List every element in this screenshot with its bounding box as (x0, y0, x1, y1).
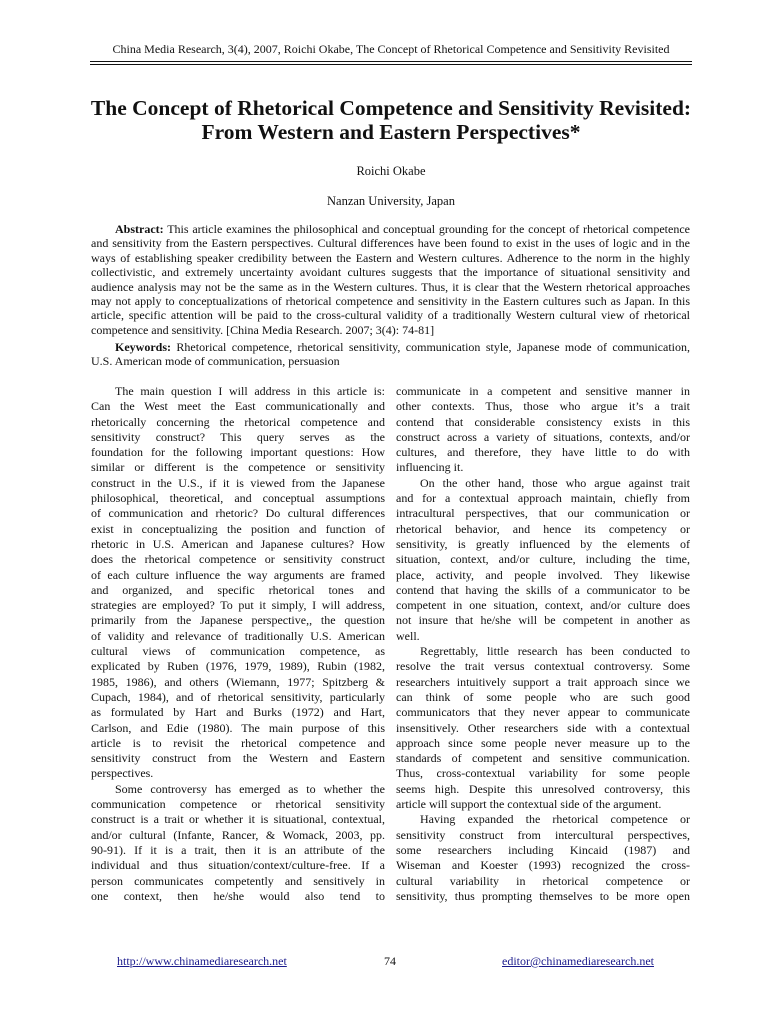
running-head: China Media Research, 3(4), 2007, Roichi Okabe, The Concept of Rhetorical Competence and Sensitivity Revisited (112, 42, 670, 56)
body-line: and for a contextual approach maintain, chiefly from (396, 491, 690, 506)
body-line: cultural views of communication competence, as (91, 644, 385, 659)
footer-website-link[interactable]: http://www.chinamediaresearch.net (117, 954, 287, 968)
body-line: well. (396, 628, 420, 643)
body-line: intracultural perspectives, that our communication or (396, 506, 690, 521)
body-line: communicate in a competent and sensitive manner in (396, 384, 690, 398)
body-line: Carlson, and Edie (1980). The main purpose of this (91, 720, 385, 735)
body-line: rhetorical behavior, and hence its competency or (396, 521, 690, 536)
body-line: exist in conceptualizing the position and function of (91, 521, 385, 536)
body-line: does the rhetorical competence or sensitivity construct (91, 552, 385, 567)
header-rule-bottom (90, 64, 692, 65)
abstract (91, 222, 690, 337)
body-column-right (396, 384, 690, 904)
body-line: foundation for the following important questions: How (91, 445, 385, 460)
abstract-label: Abstract: (115, 222, 164, 236)
body-line: similar or different is the competence or sensitivity (91, 460, 385, 475)
body-line: sensitivity construct from intercultural perspectives, (396, 827, 690, 842)
body-line: primarily from the Japanese perspective,, the question (91, 613, 385, 628)
author-name: Roichi Okabe (356, 164, 426, 178)
title-line-2: From Western and Eastern Perspectives* (201, 120, 581, 144)
body-line: Can the West meet the East communicationally and (91, 399, 385, 414)
body-line: situation, context, and/or culture, including the time, (396, 552, 690, 567)
body-line: not insure that he/she will be competent in another as (396, 613, 690, 628)
body-line: rhetoric in U.S. American and Japanese cultures? How (91, 536, 385, 551)
body-line: Cupach, 1984), and of rhetorical sensitivity, particularly (91, 689, 385, 704)
body-line: cultures, and therefore, they have little to do with (396, 445, 690, 460)
body-line: standards of competent and sensitive communication. (396, 751, 690, 766)
body-line: article will support the contextual side of the argument. (396, 797, 662, 812)
body-line: contend that considerable consistency exists in this (396, 414, 690, 429)
body-line: Some controversy has emerged as to whether the (115, 781, 385, 796)
body-line: Regrettably, little research has been conducted to (420, 644, 690, 659)
body-line: construct across a variety of situations, contexts, and/or (396, 429, 690, 444)
body-line: 1985, 1986), and others (Wiemann, 1977; Spitzberg & (91, 674, 385, 689)
keywords (91, 340, 690, 369)
body-line: as formulated by Hart and Burks (1972) and Hart, (91, 705, 385, 720)
keywords-text: Rhetorical competence, rhetorical sensitivity, communication style, Japanese mode of communication, U.S. American mode of communication, persuasion (91, 340, 691, 369)
body-line: construct is a trait or whether it is situational, contextual, (91, 812, 385, 827)
body-line: approach since some people never measure up to the (396, 735, 690, 750)
body-line: insensitively. Other researchers side with a contextual (396, 720, 690, 735)
body-line: of validity and relevance of traditionally U.S. American (91, 628, 385, 643)
body-line: person communicates competently and sensitively in (91, 873, 385, 888)
body-line: cultural variability in rhetorical competence or (396, 873, 690, 888)
body-line: and organized, and specific rhetorical tones and (91, 582, 385, 597)
body-line: 90-91). If it is a trait, then it is an attribute of the (91, 842, 385, 857)
body-line: explicated by Ruben (1976, 1979, 1989), Rubin (1982, (91, 659, 385, 674)
body-line: sensitivity, is greatly influenced by the elements of (396, 536, 690, 551)
body-line: influencing it. (396, 460, 464, 475)
keywords-label: Keywords: (115, 340, 171, 354)
body-line: place, activity, and people involved. They likewise (396, 567, 690, 582)
body-line: of communication and rhetoric? Do cultural differences (91, 506, 385, 521)
body-line: contend that having the skills of a communicator to be (396, 582, 690, 597)
body-line: strategies are employed? To put it simply, I will address, (91, 598, 385, 613)
body-line: Wiseman and Koester (1993) recognized the cross- (396, 858, 690, 873)
paper-title (60, 96, 722, 144)
body-line: individual and thus situation/context/culture-free. If a (91, 858, 385, 873)
body-line: one context, then he/she would also tend to (91, 888, 385, 903)
body-line: sensitivity, thus prompting themselves to be more open (396, 888, 690, 903)
body-line: communication competence or rhetorical sensitivity (91, 797, 385, 812)
body-line: resolve the trait versus contextual controversy. Some (396, 659, 690, 674)
body-line: researchers intuitively support a trait approach since we (396, 674, 690, 689)
body-line: philosophical, theoretical, and conceptual assumptions (91, 491, 385, 506)
body-line: Thus, cross-contextual variability for some people (396, 766, 690, 781)
abstract-text: This article examines the philosophical and conceptual grounding for the concept of rhetorical competence and sensitivity from the Eastern perspectives. Cultural differences have been found to exist in the uses of logic and in the ways of establishing speaker credibility between the Eastern and Western cultures. Adherence to the norm in the highly collectivistic, and extremely uncertainty avoidant cultures suggests that the importance of situational sensitivity and audience analysis may not be the same as in the Western cultures. Thus, it is clear that the Western rhetorical approaches may not apply to conceptualizations of rhetorical competence and sensitivity in the Eastern cultures such as Japan. In this article, specific attention will be paid to the cross-cultural validity of a traditionally Western cultural view of rhetorical competence and sensitivity. [China Media Research. 2007; 3(4): 74-81] (91, 222, 690, 337)
author-affiliation: Nanzan University, Japan (327, 194, 455, 208)
body-line: of each culture influence the way arguments are framed (91, 567, 385, 582)
body-line: perspectives. (91, 766, 154, 781)
body-line: article is to revisit the rhetorical competence and (91, 735, 385, 750)
title-line-1: The Concept of Rhetorical Competence and Sensitivity Revisited: (90, 96, 692, 120)
body-line: On the other hand, those who argue against trait (420, 475, 690, 490)
body-line: rhetorically concerning the rhetorical competence and (91, 414, 385, 429)
header-rule-top (90, 61, 692, 62)
body-line: seems high. Despite this unresolved controversy, this (396, 781, 690, 796)
body-line: communicators that they never appear to communicate (396, 705, 690, 720)
body-line: some researchers including Kincaid (1987) and (396, 842, 690, 857)
body-line: The main question I will address in this article is: (115, 384, 385, 398)
body-line: sensitivity construct? This query serves as the (91, 429, 385, 444)
body-line: construct in the U.S., if it is viewed from the Japanese (91, 475, 385, 490)
body-line: Having expanded the rhetorical competence or (420, 812, 690, 827)
body-line: other contexts. Thus, those who argue it’s a trait (396, 399, 690, 414)
footer-email-link[interactable]: editor@chinamediaresearch.net (502, 954, 654, 968)
body-line: can think of some people who are such good (396, 689, 690, 704)
body-column-left (91, 384, 385, 904)
body-line: and/or cultural (Infante, Rancer, & Womack, 2003, pp. (91, 827, 385, 842)
body-line: sensitivity construct from the Western and Eastern (91, 751, 385, 766)
page-number: 74 (384, 954, 396, 968)
body-line: competent in one situation, context, and/or culture does (396, 598, 690, 613)
